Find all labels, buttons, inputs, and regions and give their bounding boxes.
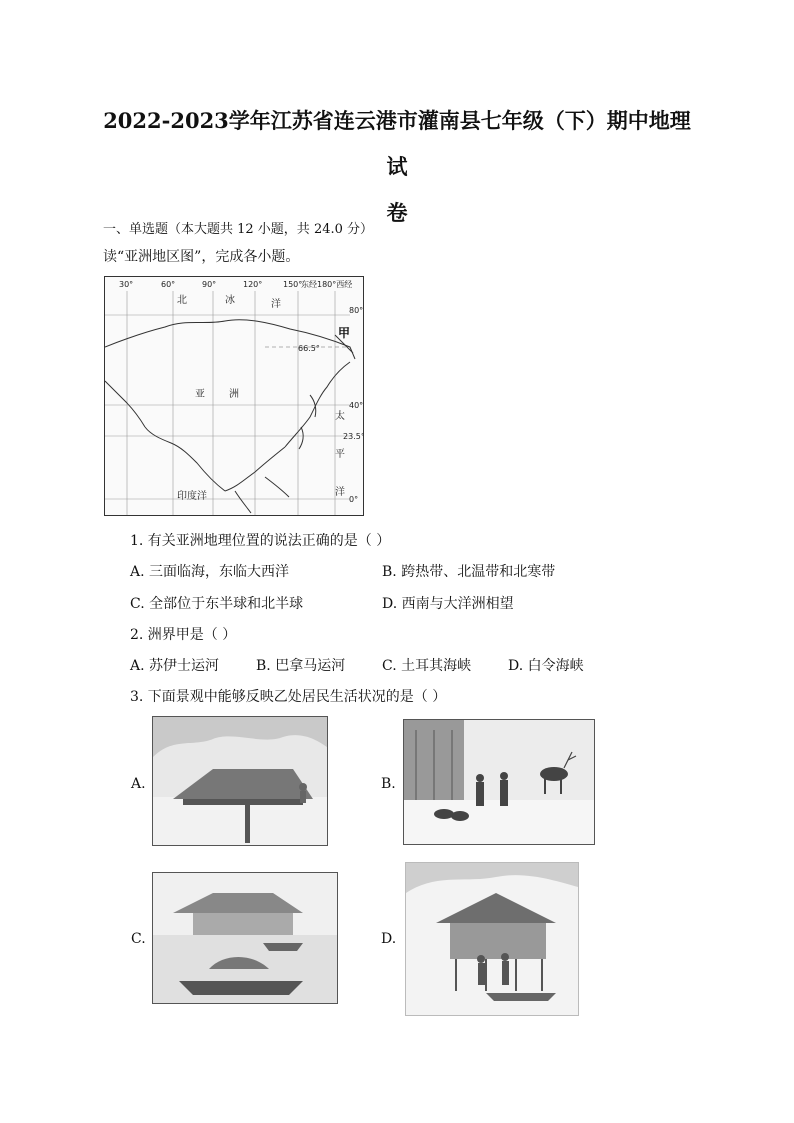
map-label-tai: 太 [335,411,345,422]
question-1-option-b[interactable]: B. 跨热带、北温带和北寒带 [382,564,556,580]
section-heading: 一、单选题（本大题共 12 小题，共 24.0 分） [103,222,374,237]
map-lat-label-4: 0° [349,495,359,504]
question-3-option-c[interactable]: C. [131,931,146,947]
map-label-bing: 冰 [225,295,235,306]
section-intro: 读“亚洲地区图”，完成各小题。 [103,249,300,265]
question-3-option-b[interactable]: B. [381,776,396,792]
map-lon-label-5: 东经180°西经 [301,280,353,289]
map-lat-label-665: 66.5° [298,344,320,353]
question-2-stem: 2. 洲界甲是（ ） [130,627,237,643]
asia-map [104,276,364,516]
question-2-option-c[interactable]: C. 土耳其海峡 [382,658,472,674]
question-1-option-a[interactable]: A. 三面临海，东临大西洋 [130,564,290,580]
question-1-option-c[interactable]: C. 全部位于东半球和北半球 [130,596,304,612]
picture-c-boats-village[interactable] [152,872,338,1004]
map-label-yindu: 印度洋 [177,491,207,502]
map-lon-label-0: 30° [119,280,134,289]
map-lat-label-2: 40° [349,401,363,410]
title-line-1: 2022-2023学年江苏省连云港市灌南县七年级（下）期中地理试 [103,108,691,179]
picture-d-stilt-house[interactable] [405,862,579,1016]
map-lon-label-3: 120° [243,280,263,289]
question-2-option-a[interactable]: A. 苏伊士运河 [130,658,220,674]
question-3-option-d[interactable]: D. [381,931,397,947]
picture-b-reindeer-sled[interactable] [403,719,595,845]
question-1-stem: 1. 有关亚洲地理位置的说法正确的是（ ） [130,533,391,549]
question-3-stem: 3. 下面景观中能够反映乙处居民生活状况的是（ ） [130,689,447,705]
map-label-yang2: 洋 [335,487,345,498]
map-lat-label-0: 80° [349,306,363,315]
question-3-option-a[interactable]: A. [131,776,146,792]
map-label-jia: 甲 [338,326,351,340]
map-label-bei: 北 [177,295,187,306]
map-label-yang1: 洋 [271,299,281,310]
map-label-zhou: 洲 [229,389,239,400]
asia-map-drawing [105,277,363,515]
map-label-ping: 平 [335,449,345,460]
picture-a-yurt[interactable] [152,716,328,846]
question-2-option-b[interactable]: B. 巴拿马运河 [256,658,346,674]
question-1-option-d[interactable]: D. 西南与大洋洲相望 [382,596,514,612]
page-title [95,98,699,236]
title-line-2: 卷 [386,200,408,225]
map-lat-label-3: 23.5° [343,432,363,441]
map-lon-label-4: 150° [283,280,303,289]
map-lon-label-1: 60° [161,280,176,289]
map-label-ya: 亚 [195,389,205,400]
question-2-option-d[interactable]: D. 白令海峡 [508,658,584,674]
map-lon-label-2: 90° [202,280,217,289]
